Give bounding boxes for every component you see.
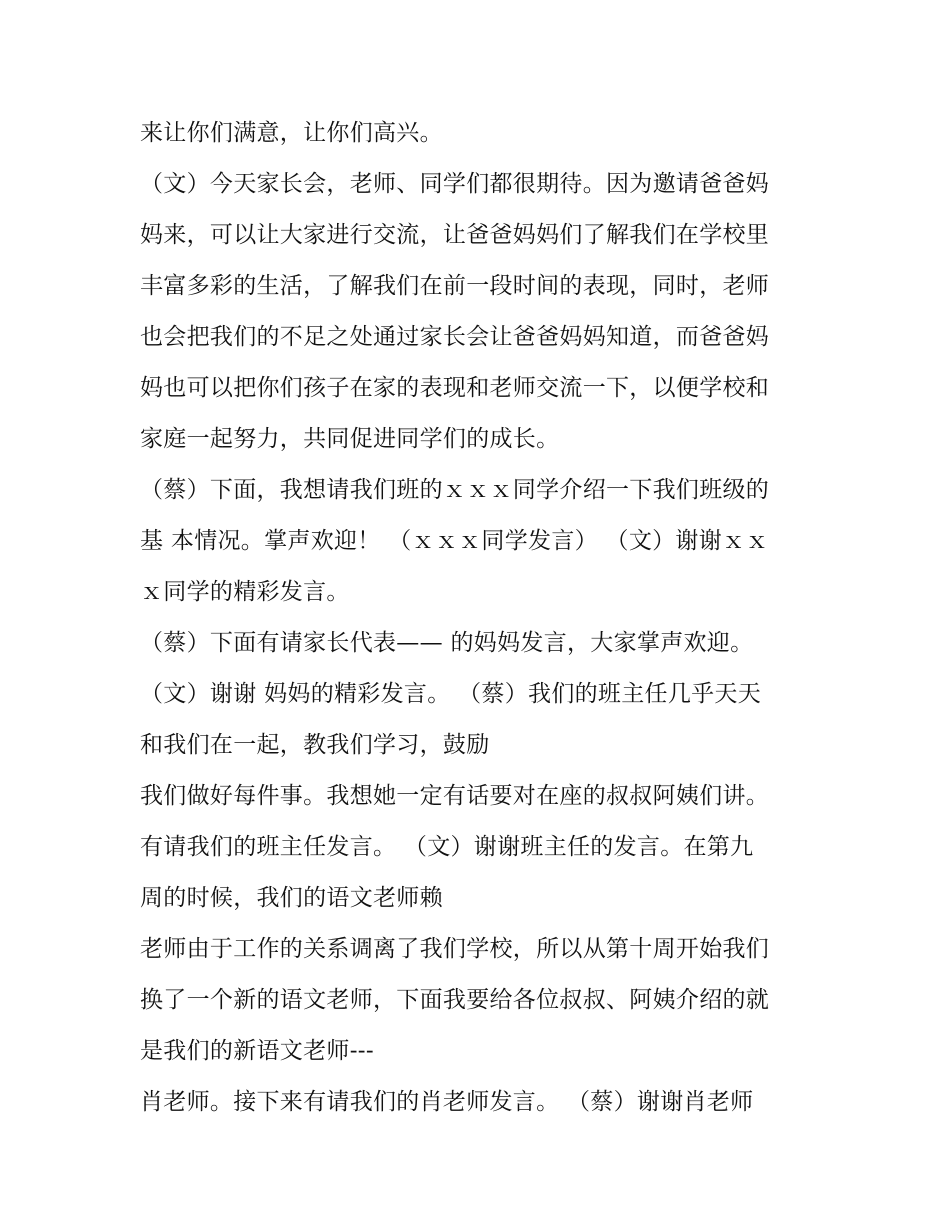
text-line: 丰富多彩的生活，了解我们在前一段时间的表现，同时，老师 bbox=[140, 273, 770, 299]
text-line: 是我们的新语文老师--- bbox=[140, 1038, 374, 1064]
text-line: 我们做好每件事。我想她一定有话要对在座的叔叔阿姨们讲。 bbox=[140, 783, 770, 809]
text-line: 基 本情况。掌声欢迎！ （ｘｘｘ同学发言） （文）谢谢ｘｘ bbox=[140, 528, 769, 554]
text-line: 妈来，可以让大家进行交流，让爸爸妈妈们了解我们在学校里 bbox=[140, 222, 770, 248]
text-line: 和我们在一起，教我们学习，鼓励 bbox=[140, 732, 490, 758]
text-line: 也会把我们的不足之处通过家长会让爸爸妈妈知道，而爸爸妈 bbox=[140, 324, 770, 350]
text-line: （蔡）下面有请家长代表—— 的妈妈发言，大家掌声欢迎。 bbox=[140, 630, 754, 656]
text-line: ｘ同学的精彩发言。 bbox=[140, 579, 350, 605]
text-line: （文）谢谢 妈妈的精彩发言。 （蔡）我们的班主任几乎天天 bbox=[140, 681, 762, 707]
document-body bbox=[140, 108, 830, 1128]
text-line: 肖老师。接下来有请我们的肖老师发言。 （蔡）谢谢肖老师 bbox=[140, 1089, 754, 1115]
text-line: 来让你们满意，让你们高兴。 bbox=[140, 120, 443, 146]
text-line: 有请我们的班主任发言。 （文）谢谢班主任的发言。在第九 bbox=[140, 834, 754, 860]
text-line: 老师由于工作的关系调离了我们学校，所以从第十周开始我们 bbox=[140, 936, 770, 962]
text-line: 换了一个新的语文老师，下面我要给各位叔叔、阿姨介绍的就 bbox=[140, 987, 770, 1013]
text-line: 周的时候，我们的语文老师赖 bbox=[140, 885, 443, 911]
text-line: （蔡）下面，我想请我们班的ｘｘｘ同学介绍一下我们班级的 bbox=[140, 477, 770, 503]
text-line: 家庭一起努力，共同促进同学们的成长。 bbox=[140, 426, 560, 452]
text-line: （文）今天家长会，老师、同学们都很期待。因为邀请爸爸妈 bbox=[140, 171, 770, 197]
text-line: 妈也可以把你们孩子在家的表现和老师交流一下，以便学校和 bbox=[140, 375, 770, 401]
